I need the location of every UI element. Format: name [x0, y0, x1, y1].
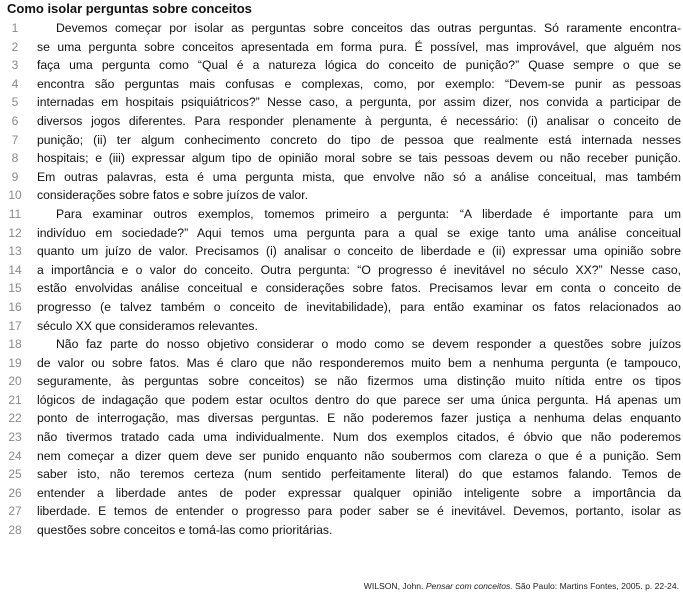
- line-number: 5: [11, 95, 19, 110]
- line-text: a importância e o valor do conceito. Outra pergunta: “O progresso é inevitável no século XX?” Nesse caso,: [37, 262, 681, 277]
- line-number: 14: [8, 262, 22, 277]
- line-number: 11: [8, 206, 22, 221]
- line-number: 16: [8, 299, 22, 314]
- line-number: 17: [8, 318, 22, 333]
- text-line: [0, 168, 683, 187]
- line-text: faça uma pergunta como “Qual é a natureza lógica do conceito de punição?” Quase sempre o que se: [37, 58, 681, 73]
- line-number: 28: [8, 523, 22, 538]
- line-text: questões sobre conceitos e tomá-las como prioritárias.: [37, 523, 333, 538]
- line-text: indivíduo em sociedade?” Aqui temos uma pergunta para a qual se exige tanto uma análise conceitual: [37, 225, 681, 240]
- text-line: [0, 205, 683, 224]
- text-line: [0, 38, 683, 57]
- line-text: considerações sobre fatos e sobre juízos de valor.: [37, 188, 308, 203]
- line-text: entender a liberdade antes de poder expressar qualquer opinião inteligente sobre a importância da: [37, 485, 681, 500]
- text-line: [0, 409, 683, 428]
- line-text: ponto de interrogação, mas diversas perguntas. E não poderemos fazer justiça a nenhuma delas enquanto: [37, 411, 681, 426]
- text-line: [0, 317, 683, 336]
- text-line: [0, 93, 683, 112]
- line-text: quanto um juízo de valor. Precisamos (i) analisar o conceito de liberdade e (ii) expressar uma opinião sobre: [37, 244, 681, 259]
- text-line: [0, 131, 683, 150]
- line-number: 19: [8, 355, 22, 370]
- text-line: [0, 335, 683, 354]
- text-line: [0, 391, 683, 410]
- text-line: [0, 224, 683, 243]
- text-line: [0, 19, 683, 38]
- citation-author: WILSON, John.: [363, 581, 424, 591]
- line-number: 7: [11, 132, 19, 147]
- text-line: [0, 242, 683, 261]
- line-number: 2: [11, 39, 19, 54]
- text-line: [0, 75, 683, 94]
- line-number: 21: [8, 392, 22, 407]
- line-number: 20: [8, 374, 22, 389]
- line-number: 1: [11, 21, 19, 35]
- text-line: [0, 279, 683, 298]
- line-text: se uma pergunta sobre conceitos apresentada em forma pura. É possível, mas improvável, que alguém nos: [37, 39, 681, 54]
- line-number: 3: [11, 58, 19, 73]
- text-line: [0, 186, 683, 205]
- line-number: 25: [8, 467, 22, 482]
- line-text: de valor ou sobre fatos. Mas é claro que não responderemos muito bem a nenhuma pergunta (e tampouco,: [37, 355, 681, 370]
- line-text: diversos jogos diferentes. Para responder plenamente à pergunta, é necessário: (i) analisar o conceito de: [37, 113, 681, 128]
- text-line: [0, 372, 683, 391]
- line-text: século XX que consideramos relevantes.: [37, 318, 258, 333]
- line-number: 12: [8, 225, 22, 240]
- text-line: [0, 521, 683, 540]
- line-number: 13: [8, 244, 22, 259]
- document-title: Como isolar perguntas sobre conceitos: [7, 1, 252, 16]
- line-number: 15: [8, 281, 22, 296]
- line-text: seguramente, às perguntas sobre conceitos) se não fizermos uma distinção muito nítida entre os tipos: [37, 374, 681, 389]
- text-line: [0, 484, 683, 503]
- text-line: [0, 298, 683, 317]
- line-number: 4: [11, 76, 19, 91]
- citation: [364, 580, 679, 592]
- line-number: 23: [8, 430, 22, 445]
- line-number: 26: [8, 485, 22, 500]
- text-line: [0, 465, 683, 484]
- line-text: Não faz parte do nosso objetivo considerar o modo como se devem responder a questões sobre juízos: [56, 337, 681, 352]
- line-number: 6: [11, 113, 19, 128]
- numbered-text-body: [0, 19, 683, 540]
- line-number: 22: [8, 411, 22, 426]
- line-text: não tivermos tratado cada uma individualmente. Num dos exemplos citados, é óbvio que não poderemos: [37, 430, 681, 445]
- line-text: Em outras palavras, esta é uma pergunta mista, que envolve não só a análise conceitual, mas também: [37, 169, 681, 184]
- line-text: liberdade. E temos de entender o progresso para poder saber se é inevitável. Devemos, portanto, isolar as: [37, 504, 681, 519]
- line-text: internadas em hospitais psiquiátricos?” Nesse caso, a pergunta, por assim dizer, nos convida a participar de: [37, 95, 681, 110]
- line-number: 9: [11, 169, 19, 184]
- text-line: [0, 447, 683, 466]
- line-text: progresso (e talvez também o conceito de inevitabilidade), para então examinar os fatos relacionados ao: [37, 299, 681, 314]
- line-number: 18: [8, 337, 22, 352]
- line-number: 24: [8, 448, 22, 463]
- line-text: Devemos começar por isolar as perguntas sobre conceitos das outras perguntas. Só raramente encontra-: [56, 21, 681, 35]
- line-number: 8: [11, 151, 19, 166]
- line-text: lógicos de indagação que podem estar ocultos dentro do que parece ser uma única pergunta. Há apenas um: [37, 392, 681, 407]
- line-text: nem começar a dizer quem deve ser punido enquanto não soubermos com clareza o que é a punição. Sem: [37, 448, 681, 463]
- line-text: estão envolvidas análise conceitual e considerações sobre fatos. Precisamos levar em conta o conceito de: [37, 281, 681, 296]
- line-number: 10: [8, 188, 22, 203]
- line-text: saber isto, não teremos certeza (num sentido perfeitamente literal) do que estamos falando. Temos de: [37, 467, 681, 482]
- text-line: [0, 149, 683, 168]
- text-line: [0, 502, 683, 521]
- citation-publisher: São Paulo: Martins Fontes, 2005. p. 22-24.: [515, 581, 679, 591]
- line-text: Para examinar outros exemplos, tomemos primeiro a pergunta: “A liberdade é importante para um: [56, 206, 681, 221]
- line-text: hospitais; e (iii) expressar algum tipo de opinião moral sobre se tais pessoas devem ou não receber punição.: [37, 151, 681, 166]
- line-number: 27: [8, 504, 22, 519]
- line-text: punição; (ii) ter algum conhecimento concreto do tipo de pessoa que realmente está internada nesses: [37, 132, 681, 147]
- citation-work: Pensar com conceitos.: [425, 581, 513, 591]
- text-line: [0, 261, 683, 280]
- text-line: [0, 56, 683, 75]
- text-line: [0, 112, 683, 131]
- text-line: [0, 428, 683, 447]
- text-line: [0, 354, 683, 373]
- line-text: encontra são perguntas mais confusas e complexas, como, por exemplo: “Devem-se punir as pessoas: [37, 76, 681, 91]
